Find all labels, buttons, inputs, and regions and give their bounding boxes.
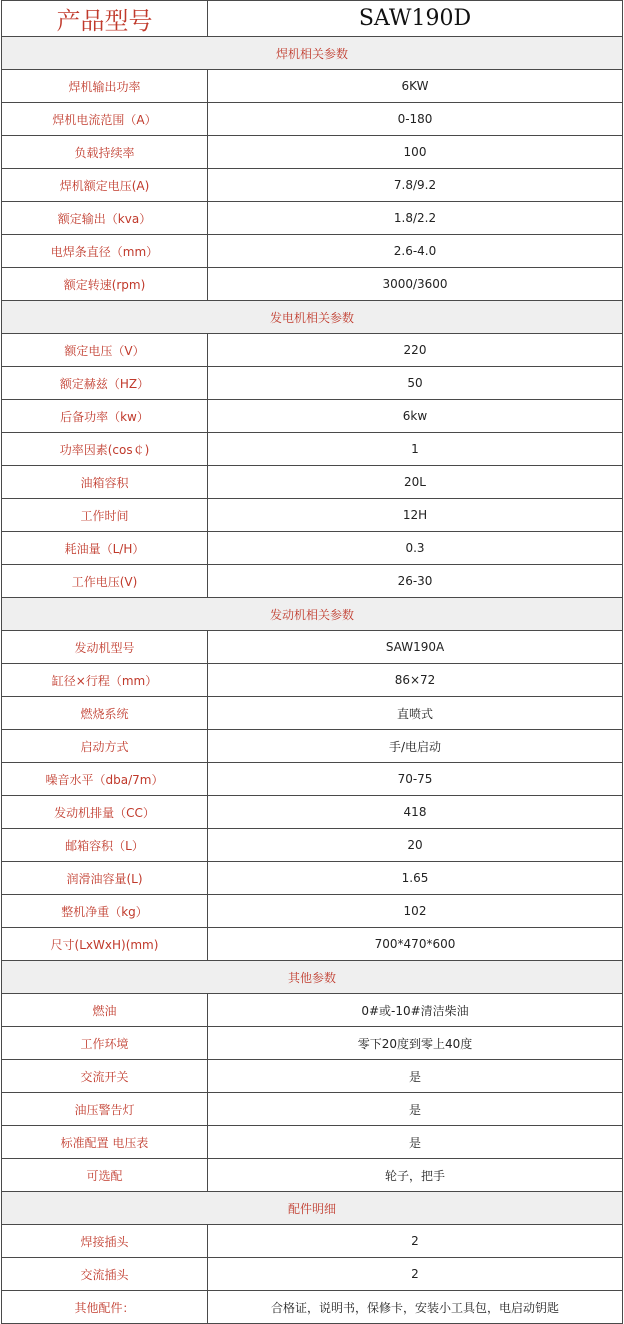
spec-label: 启动方式	[2, 730, 208, 763]
spec-row	[2, 1126, 623, 1159]
section-title: 发动机相关参数	[2, 598, 623, 631]
spec-row	[2, 1159, 623, 1192]
spec-value: 3000/3600	[208, 268, 623, 301]
spec-value: 102	[208, 895, 623, 928]
spec-row	[2, 367, 623, 400]
section-title: 焊机相关参数	[2, 37, 623, 70]
spec-label: 负载持续率	[2, 136, 208, 169]
section-header	[2, 1192, 623, 1225]
spec-label: 交流插头	[2, 1258, 208, 1291]
spec-label: 额定电压（V）	[2, 334, 208, 367]
spec-label: 焊机输出功率	[2, 70, 208, 103]
spec-row	[2, 433, 623, 466]
spec-row	[2, 1027, 623, 1060]
spec-value: 2.6-4.0	[208, 235, 623, 268]
spec-label: 油压警告灯	[2, 1093, 208, 1126]
spec-row	[2, 532, 623, 565]
spec-value: 合格证，说明书，保修卡，安装小工具包，电启动钥匙	[208, 1291, 623, 1324]
spec-label: 其他配件：	[2, 1291, 208, 1324]
section-title: 配件明细	[2, 1192, 623, 1225]
spec-row	[2, 169, 623, 202]
spec-row	[2, 466, 623, 499]
spec-label: 发动机排量（CC）	[2, 796, 208, 829]
spec-row	[2, 730, 623, 763]
spec-value: 是	[208, 1093, 623, 1126]
spec-row	[2, 796, 623, 829]
spec-value: 直喷式	[208, 697, 623, 730]
spec-row	[2, 136, 623, 169]
spec-label: 耗油量（L/H）	[2, 532, 208, 565]
spec-value: 0#或-10#清洁柴油	[208, 994, 623, 1027]
spec-row	[2, 400, 623, 433]
spec-row	[2, 829, 623, 862]
spec-label: 整机净重（kg）	[2, 895, 208, 928]
spec-row	[2, 895, 623, 928]
section-title: 其他参数	[2, 961, 623, 994]
spec-row	[2, 334, 623, 367]
spec-row	[2, 631, 623, 664]
spec-row	[2, 994, 623, 1027]
spec-value: 手/电启动	[208, 730, 623, 763]
spec-label: 燃烧系统	[2, 697, 208, 730]
spec-row	[2, 763, 623, 796]
spec-label: 工作环境	[2, 1027, 208, 1060]
spec-label: 油箱容积	[2, 466, 208, 499]
spec-table	[1, 0, 623, 1324]
spec-value: 220	[208, 334, 623, 367]
spec-label: 焊机电流范围（A）	[2, 103, 208, 136]
spec-label: 焊机额定电压(A)	[2, 169, 208, 202]
section-header	[2, 37, 623, 70]
spec-value: 418	[208, 796, 623, 829]
section-header	[2, 598, 623, 631]
spec-row	[2, 1225, 623, 1258]
spec-value: 700*470*600	[208, 928, 623, 961]
spec-row	[2, 70, 623, 103]
spec-label: 电焊条直径（mm）	[2, 235, 208, 268]
spec-value: 2	[208, 1225, 623, 1258]
spec-value: 是	[208, 1060, 623, 1093]
spec-row	[2, 202, 623, 235]
spec-label: 发动机型号	[2, 631, 208, 664]
spec-row	[2, 1093, 623, 1126]
spec-value: 12H	[208, 499, 623, 532]
spec-value: 7.8/9.2	[208, 169, 623, 202]
spec-row	[2, 565, 623, 598]
spec-value: 0-180	[208, 103, 623, 136]
spec-value: 6KW	[208, 70, 623, 103]
spec-label: 标准配置 电压表	[2, 1126, 208, 1159]
spec-value: 零下20度到零上40度	[208, 1027, 623, 1060]
product-model-label: 产品型号	[2, 1, 208, 37]
spec-value: 86×72	[208, 664, 623, 697]
spec-label: 工作时间	[2, 499, 208, 532]
section-header	[2, 961, 623, 994]
section-header	[2, 301, 623, 334]
spec-value: 1.8/2.2	[208, 202, 623, 235]
spec-table-body	[2, 1, 623, 1324]
spec-value: 20	[208, 829, 623, 862]
spec-label: 焊接插头	[2, 1225, 208, 1258]
spec-row	[2, 268, 623, 301]
spec-value: 1	[208, 433, 623, 466]
spec-value: 26-30	[208, 565, 623, 598]
spec-value: 0.3	[208, 532, 623, 565]
spec-value: 2	[208, 1258, 623, 1291]
spec-label: 缸径×行程（mm）	[2, 664, 208, 697]
spec-value: SAW190A	[208, 631, 623, 664]
spec-row	[2, 664, 623, 697]
spec-label: 额定输出（kva）	[2, 202, 208, 235]
spec-row	[2, 1291, 623, 1324]
spec-row	[2, 928, 623, 961]
spec-value: 20L	[208, 466, 623, 499]
spec-label: 交流开关	[2, 1060, 208, 1093]
spec-row	[2, 697, 623, 730]
spec-value: 100	[208, 136, 623, 169]
spec-row	[2, 103, 623, 136]
spec-value: 6kw	[208, 400, 623, 433]
spec-row	[2, 499, 623, 532]
spec-value: 1.65	[208, 862, 623, 895]
product-model-row	[2, 1, 623, 37]
product-model-value: SAW190D	[208, 1, 623, 37]
spec-value: 轮子，把手	[208, 1159, 623, 1192]
spec-row	[2, 1258, 623, 1291]
spec-value: 70-75	[208, 763, 623, 796]
spec-label: 尺寸(LxWxH)(mm)	[2, 928, 208, 961]
spec-label: 后备功率（kw）	[2, 400, 208, 433]
spec-label: 功率因素(cos￠)	[2, 433, 208, 466]
spec-row	[2, 1060, 623, 1093]
spec-label: 额定转速(rpm)	[2, 268, 208, 301]
spec-label: 可选配	[2, 1159, 208, 1192]
section-title: 发电机相关参数	[2, 301, 623, 334]
spec-row	[2, 862, 623, 895]
spec-label: 噪音水平（dba/7m）	[2, 763, 208, 796]
spec-row	[2, 235, 623, 268]
spec-label: 燃油	[2, 994, 208, 1027]
spec-label: 邮箱容积（L）	[2, 829, 208, 862]
spec-value: 是	[208, 1126, 623, 1159]
spec-value: 50	[208, 367, 623, 400]
spec-label: 工作电压(V)	[2, 565, 208, 598]
spec-label: 润滑油容量(L)	[2, 862, 208, 895]
spec-label: 额定赫兹（HZ）	[2, 367, 208, 400]
